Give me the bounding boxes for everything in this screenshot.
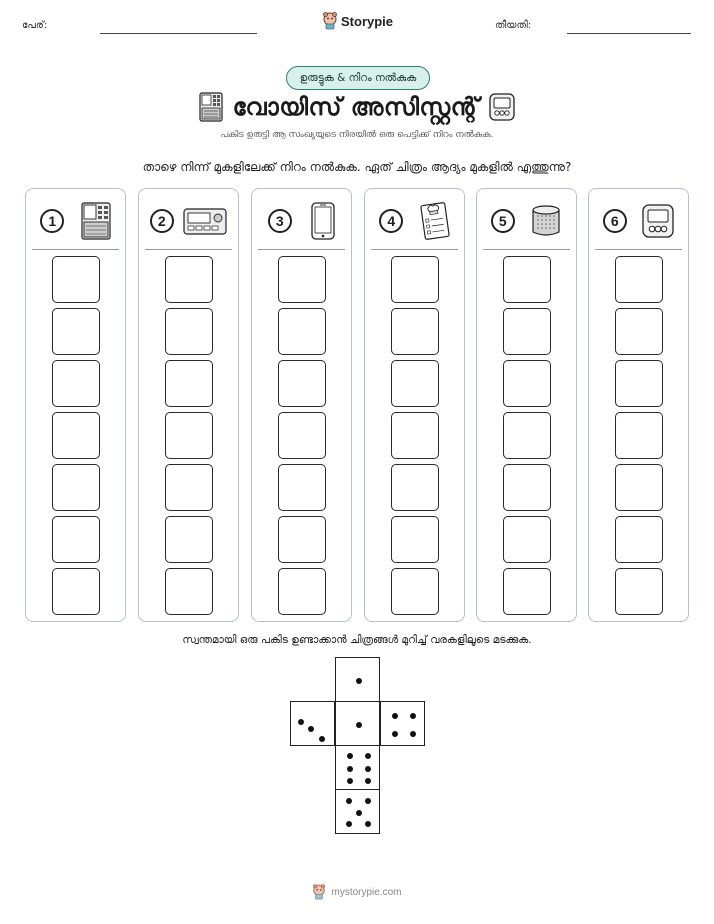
column-1 <box>25 188 126 622</box>
color-box[interactable] <box>165 412 213 459</box>
box-stack <box>365 256 464 615</box>
die-pip <box>356 722 362 728</box>
die-pip <box>356 810 362 816</box>
color-box[interactable] <box>52 568 100 615</box>
footer-url: mystorypie.com <box>331 886 402 898</box>
column-header <box>365 201 464 241</box>
color-box[interactable] <box>165 568 213 615</box>
die-pip <box>347 778 353 784</box>
color-box[interactable] <box>615 464 663 511</box>
column-number: 2 <box>150 209 174 233</box>
die-face-4 <box>380 701 425 746</box>
color-box[interactable] <box>503 568 551 615</box>
column-divider <box>145 249 232 250</box>
name-line[interactable] <box>100 33 257 34</box>
column-5 <box>476 188 577 622</box>
color-box[interactable] <box>52 412 100 459</box>
color-box[interactable] <box>503 412 551 459</box>
color-box[interactable] <box>278 516 326 563</box>
color-box[interactable] <box>52 464 100 511</box>
die-face-3 <box>290 701 335 746</box>
color-box[interactable] <box>391 568 439 615</box>
column-header <box>252 201 351 241</box>
color-box[interactable] <box>165 464 213 511</box>
column-divider <box>595 249 682 250</box>
color-box[interactable] <box>503 516 551 563</box>
name-label: പേര്: <box>22 20 48 31</box>
color-box[interactable] <box>391 464 439 511</box>
box-stack <box>252 256 351 615</box>
color-box[interactable] <box>165 256 213 303</box>
color-box[interactable] <box>615 516 663 563</box>
page-subtitle: പകിട ഉരുട്ടി ആ സംഖ്യയുടെ നിരയിൽ ഒരു പെട്ടിക്ക് നിറം നൽകുക. <box>220 130 494 140</box>
box-stack <box>139 256 238 615</box>
die-face-6 <box>335 745 380 790</box>
die-pip <box>392 713 398 719</box>
column-header <box>477 201 576 241</box>
die-pip <box>347 753 353 759</box>
column-3 <box>251 188 352 622</box>
color-box[interactable] <box>278 256 326 303</box>
smart-clock-icon <box>642 204 674 238</box>
die-pip <box>365 821 371 827</box>
color-box[interactable] <box>503 464 551 511</box>
color-box[interactable] <box>391 412 439 459</box>
date-label: തീയതി: <box>495 20 532 31</box>
color-box[interactable] <box>165 360 213 407</box>
radio-speaker-icon <box>183 206 227 236</box>
color-box[interactable] <box>615 256 663 303</box>
brand-name: Storypie <box>341 13 394 29</box>
die-pip <box>365 798 371 804</box>
color-box[interactable] <box>615 568 663 615</box>
storypie-mascot-icon <box>322 12 338 30</box>
column-divider <box>32 249 119 250</box>
die-pip <box>392 731 398 737</box>
color-box[interactable] <box>52 360 100 407</box>
die-pip <box>319 736 325 742</box>
cut-instruction: സ്വന്തമായി ഒരു പകിട ഉണ്ടാക്കാൻ ചിത്രങ്ങൾ മുറിച്ച് വരകളിലൂടെ മടക്കുക. <box>182 634 532 646</box>
column-6 <box>588 188 689 622</box>
page-title: വോയിസ് അസിസ്റ്റന്റ് <box>232 93 480 121</box>
die-pip <box>410 713 416 719</box>
column-header <box>589 201 688 241</box>
color-box[interactable] <box>391 516 439 563</box>
color-box[interactable] <box>391 360 439 407</box>
die-pip <box>298 719 304 725</box>
column-number: 4 <box>379 209 403 233</box>
box-stack <box>26 256 125 615</box>
color-box[interactable] <box>615 308 663 355</box>
recipe-card-icon <box>420 202 450 240</box>
column-2 <box>138 188 239 622</box>
die-pip <box>365 778 371 784</box>
column-number: 3 <box>268 209 292 233</box>
die-face-5 <box>335 789 380 834</box>
color-box[interactable] <box>503 308 551 355</box>
color-box[interactable] <box>503 256 551 303</box>
footer <box>0 884 714 900</box>
die-face-1 <box>335 657 380 702</box>
coloring-instruction: താഴെ നിന്ന് മുകളിലേക്ക് നിറം നൽകുക. ഏത് ചിത്രം ആദ്യം മുകളിൽ എത്തുന്നു? <box>142 160 572 174</box>
die-pip <box>365 766 371 772</box>
color-box[interactable] <box>503 360 551 407</box>
die-pip <box>365 753 371 759</box>
column-4 <box>364 188 465 622</box>
die-pip <box>346 821 352 827</box>
column-number: 1 <box>40 209 64 233</box>
column-header <box>26 201 125 241</box>
color-box[interactable] <box>165 308 213 355</box>
column-divider <box>371 249 458 250</box>
column-divider <box>258 249 345 250</box>
box-stack <box>477 256 576 615</box>
smart-display-device-icon <box>199 92 223 122</box>
color-box[interactable] <box>278 464 326 511</box>
color-box[interactable] <box>278 360 326 407</box>
die-pip <box>347 766 353 772</box>
column-number: 6 <box>603 209 627 233</box>
storypie-mascot-icon <box>312 884 326 900</box>
smart-display-device-icon <box>81 202 111 240</box>
color-box[interactable] <box>278 308 326 355</box>
color-box[interactable] <box>278 568 326 615</box>
color-box[interactable] <box>165 516 213 563</box>
color-box[interactable] <box>52 516 100 563</box>
smart-speaker-icon <box>530 204 562 238</box>
smartphone-icon <box>311 202 335 240</box>
color-box[interactable] <box>52 256 100 303</box>
color-box[interactable] <box>391 256 439 303</box>
die-pip <box>308 726 314 732</box>
color-box[interactable] <box>52 308 100 355</box>
box-stack <box>589 256 688 615</box>
color-box[interactable] <box>615 360 663 407</box>
color-box[interactable] <box>391 308 439 355</box>
color-box[interactable] <box>278 412 326 459</box>
die-pip <box>410 731 416 737</box>
die-pip <box>356 678 362 684</box>
die-face-1-center <box>335 701 380 746</box>
brand-logo <box>322 12 393 30</box>
column-number: 5 <box>491 209 515 233</box>
column-divider <box>483 249 570 250</box>
smart-clock-icon <box>489 93 515 121</box>
activity-badge: ഉരുട്ടുക & നിറം നൽകുക <box>286 66 430 90</box>
column-header <box>139 201 238 241</box>
color-box[interactable] <box>615 412 663 459</box>
date-line[interactable] <box>567 33 691 34</box>
title-row <box>0 92 714 122</box>
die-pip <box>346 798 352 804</box>
